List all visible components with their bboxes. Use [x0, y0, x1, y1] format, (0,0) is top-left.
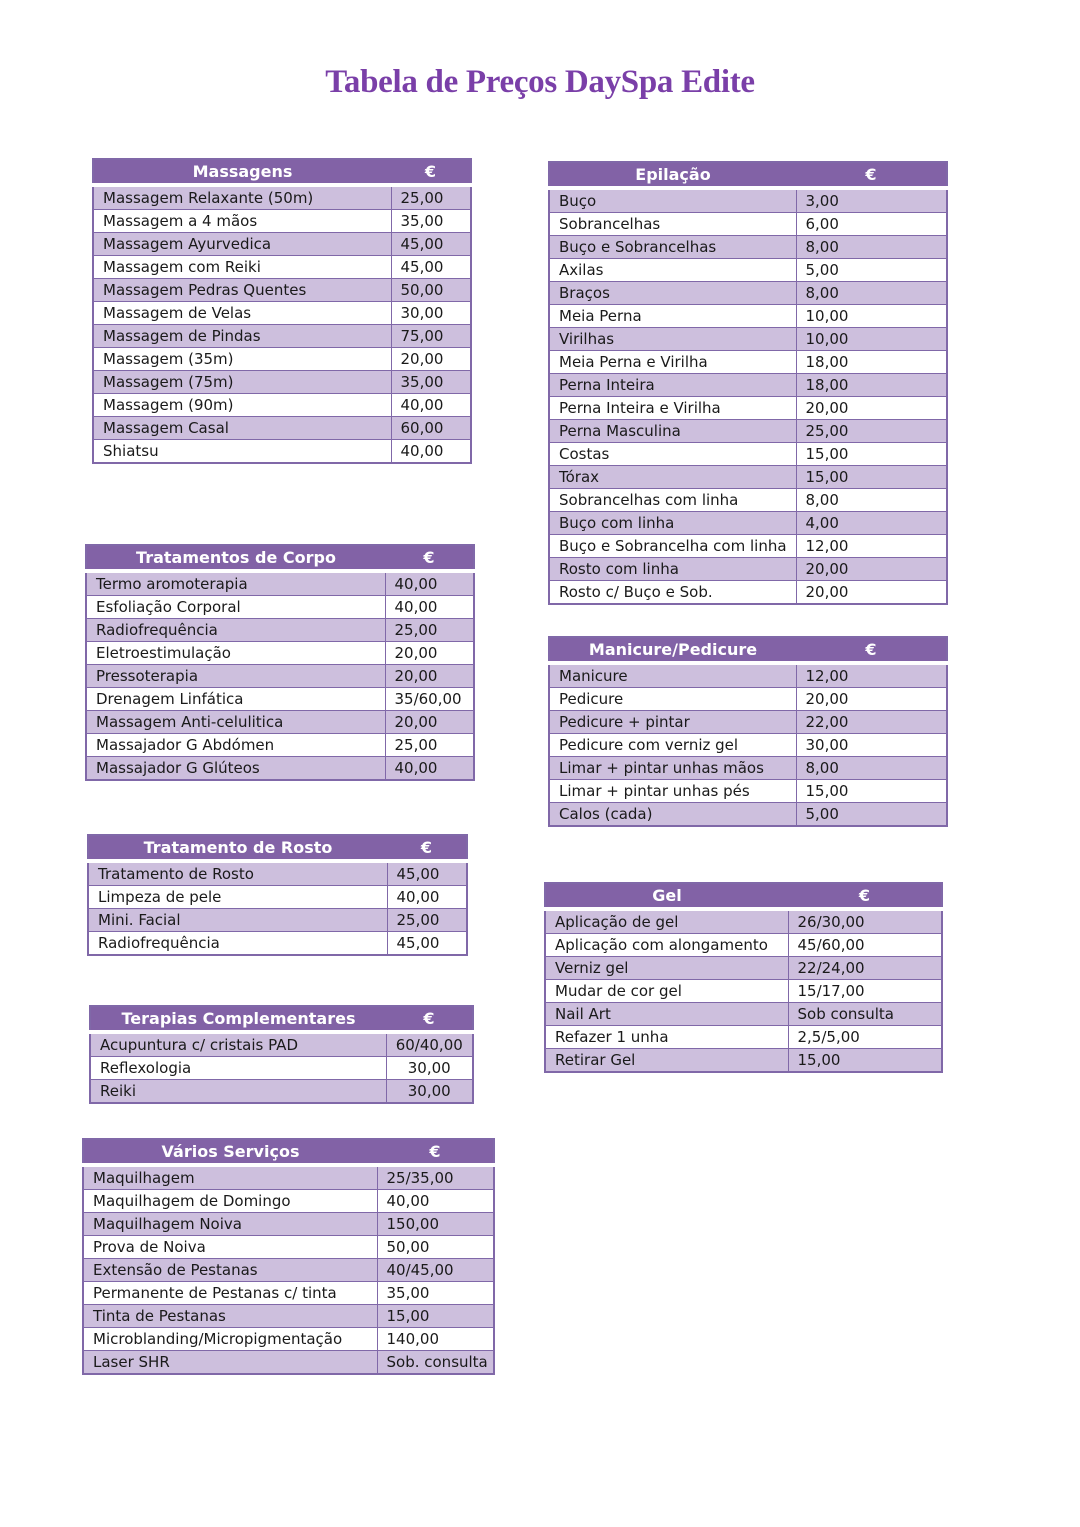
table-header-title: Epilação — [549, 162, 796, 188]
service-name: Massagem Pedras Quentes — [93, 279, 391, 302]
table-row — [83, 1213, 494, 1236]
service-name: Meia Perna e Virilha — [549, 351, 796, 374]
table-row — [83, 1351, 494, 1375]
service-name: Massagem Relaxante (50m) — [93, 185, 391, 210]
service-price: 25,00 — [385, 619, 474, 642]
service-name: Perna Masculina — [549, 420, 796, 443]
service-name: Massagem Casal — [93, 417, 391, 440]
service-name: Perna Inteira — [549, 374, 796, 397]
table-header-currency: € — [387, 835, 467, 861]
service-price: 18,00 — [796, 374, 947, 397]
service-price: 15,00 — [788, 1049, 942, 1073]
service-price: 50,00 — [391, 279, 471, 302]
service-name: Massagem (75m) — [93, 371, 391, 394]
service-name: Massagem de Velas — [93, 302, 391, 325]
service-name: Maquilhagem Noiva — [83, 1213, 377, 1236]
service-price: 20,00 — [385, 665, 474, 688]
service-name: Pedicure com verniz gel — [549, 734, 796, 757]
service-name: Refazer 1 unha — [545, 1026, 788, 1049]
service-price: 45,00 — [387, 861, 467, 886]
table-row — [549, 259, 947, 282]
manicure-pedicure-table — [548, 636, 948, 827]
table-row — [549, 420, 947, 443]
service-name: Costas — [549, 443, 796, 466]
table-header-currency: € — [385, 545, 474, 571]
service-price: 15/17,00 — [788, 980, 942, 1003]
table-row — [549, 581, 947, 605]
service-price: 30,00 — [796, 734, 947, 757]
service-name: Reflexologia — [90, 1057, 386, 1080]
table-row — [545, 1003, 942, 1026]
table-row — [93, 185, 471, 210]
service-name: Pedicure — [549, 688, 796, 711]
table-row — [549, 374, 947, 397]
service-price: 40,00 — [385, 571, 474, 596]
table-header-currency: € — [391, 159, 471, 185]
service-name: Shiatsu — [93, 440, 391, 464]
table-row — [86, 619, 474, 642]
service-name: Meia Perna — [549, 305, 796, 328]
service-name: Permanente de Pestanas c/ tinta — [83, 1282, 377, 1305]
table-row — [549, 734, 947, 757]
service-name: Eletroestimulação — [86, 642, 385, 665]
service-name: Extensão de Pestanas — [83, 1259, 377, 1282]
service-price: 30,00 — [386, 1080, 473, 1104]
service-price: 40,00 — [387, 886, 467, 909]
service-price: 5,00 — [796, 803, 947, 827]
table-row — [83, 1190, 494, 1213]
service-price: 45,00 — [387, 932, 467, 956]
table-row — [93, 440, 471, 464]
table-row — [86, 711, 474, 734]
table-row — [549, 711, 947, 734]
table-row — [545, 934, 942, 957]
service-name: Mudar de cor gel — [545, 980, 788, 1003]
service-price: 20,00 — [796, 397, 947, 420]
table-row — [93, 371, 471, 394]
service-name: Mini. Facial — [88, 909, 387, 932]
service-price: 40,00 — [391, 394, 471, 417]
table-row — [86, 596, 474, 619]
service-price: 40/45,00 — [377, 1259, 494, 1282]
service-name: Verniz gel — [545, 957, 788, 980]
service-name: Termo aromoterapia — [86, 571, 385, 596]
table-row — [549, 780, 947, 803]
service-name: Massagem com Reiki — [93, 256, 391, 279]
service-price: 30,00 — [386, 1057, 473, 1080]
service-price: 75,00 — [391, 325, 471, 348]
table-header-title: Tratamentos de Corpo — [86, 545, 385, 571]
service-name: Limar + pintar unhas pés — [549, 780, 796, 803]
table-row — [549, 512, 947, 535]
service-name: Retirar Gel — [545, 1049, 788, 1073]
service-price: 40,00 — [391, 440, 471, 464]
table-row — [93, 210, 471, 233]
table-row — [93, 325, 471, 348]
table-row — [83, 1236, 494, 1259]
table-row — [549, 663, 947, 688]
table-row — [93, 417, 471, 440]
table-row — [86, 757, 474, 781]
service-price: 5,00 — [796, 259, 947, 282]
varios-servicos-table — [82, 1138, 495, 1375]
service-price: 8,00 — [796, 236, 947, 259]
table-row — [83, 1165, 494, 1190]
table-row — [549, 558, 947, 581]
table-row — [545, 909, 942, 934]
service-price: 15,00 — [796, 780, 947, 803]
table-header-title: Manicure/Pedicure — [549, 637, 796, 663]
service-price: 50,00 — [377, 1236, 494, 1259]
table-row — [90, 1057, 473, 1080]
service-name: Virilhas — [549, 328, 796, 351]
service-price: 40,00 — [385, 757, 474, 781]
service-price: 45/60,00 — [788, 934, 942, 957]
service-price: 25,00 — [387, 909, 467, 932]
table-header-currency: € — [796, 637, 947, 663]
service-name: Radiofrequência — [86, 619, 385, 642]
service-name: Massagem (90m) — [93, 394, 391, 417]
table-row — [93, 279, 471, 302]
service-price: 25,00 — [385, 734, 474, 757]
table-row — [93, 348, 471, 371]
epilacao-table — [548, 161, 948, 605]
table-header-currency: € — [788, 883, 942, 909]
service-price: 60/40,00 — [386, 1032, 473, 1057]
service-price: 35,00 — [391, 210, 471, 233]
service-name: Massagem a 4 mãos — [93, 210, 391, 233]
service-name: Sobrancelhas com linha — [549, 489, 796, 512]
service-name: Radiofrequência — [88, 932, 387, 956]
service-price: 10,00 — [796, 305, 947, 328]
table-row — [549, 328, 947, 351]
service-price: 3,00 — [796, 188, 947, 213]
service-name: Reiki — [90, 1080, 386, 1104]
table-row — [549, 397, 947, 420]
table-header-currency: € — [377, 1139, 494, 1165]
service-price: 140,00 — [377, 1328, 494, 1351]
service-name: Buço com linha — [549, 512, 796, 535]
service-price: 40,00 — [377, 1190, 494, 1213]
service-name: Maquilhagem de Domingo — [83, 1190, 377, 1213]
service-name: Massajador G Abdómen — [86, 734, 385, 757]
service-name: Drenagem Linfática — [86, 688, 385, 711]
table-row — [549, 213, 947, 236]
table-row — [549, 188, 947, 213]
service-name: Massagem de Pindas — [93, 325, 391, 348]
table-row — [90, 1080, 473, 1104]
service-name: Pressoterapia — [86, 665, 385, 688]
service-price: 8,00 — [796, 489, 947, 512]
service-name: Buço — [549, 188, 796, 213]
table-header-title: Gel — [545, 883, 788, 909]
service-name: Rosto c/ Buço e Sob. — [549, 581, 796, 605]
service-price: 30,00 — [391, 302, 471, 325]
table-row — [545, 1026, 942, 1049]
table-row — [93, 233, 471, 256]
table-row — [93, 302, 471, 325]
table-row — [86, 734, 474, 757]
service-price: 35,00 — [391, 371, 471, 394]
table-row — [549, 489, 947, 512]
table-row — [549, 757, 947, 780]
service-price: 8,00 — [796, 282, 947, 305]
terapias-complementares-table — [89, 1005, 474, 1104]
table-row — [93, 256, 471, 279]
table-row — [93, 394, 471, 417]
service-name: Manicure — [549, 663, 796, 688]
service-price: 45,00 — [391, 233, 471, 256]
service-name: Calos (cada) — [549, 803, 796, 827]
service-price: 15,00 — [796, 466, 947, 489]
service-price: 2,5/5,00 — [788, 1026, 942, 1049]
table-row — [88, 886, 467, 909]
service-price: 12,00 — [796, 535, 947, 558]
service-price: 20,00 — [796, 688, 947, 711]
service-name: Braços — [549, 282, 796, 305]
service-name: Sobrancelhas — [549, 213, 796, 236]
table-row — [545, 980, 942, 1003]
service-name: Pedicure + pintar — [549, 711, 796, 734]
service-price: 10,00 — [796, 328, 947, 351]
table-row — [83, 1282, 494, 1305]
table-row — [83, 1259, 494, 1282]
service-price: 6,00 — [796, 213, 947, 236]
service-price: 20,00 — [385, 642, 474, 665]
service-price: 20,00 — [391, 348, 471, 371]
service-name: Aplicação com alongamento — [545, 934, 788, 957]
service-price: 18,00 — [796, 351, 947, 374]
service-name: Buço e Sobrancelha com linha — [549, 535, 796, 558]
table-row — [545, 957, 942, 980]
service-price: 60,00 — [391, 417, 471, 440]
table-row — [549, 351, 947, 374]
table-row — [549, 305, 947, 328]
service-price: 26/30,00 — [788, 909, 942, 934]
table-row — [90, 1032, 473, 1057]
page-title: Tabela de Preços DaySpa Edite — [325, 64, 755, 100]
tratamento-rosto-table — [87, 834, 468, 956]
service-price: 22,00 — [796, 711, 947, 734]
service-name: Perna Inteira e Virilha — [549, 397, 796, 420]
table-header-title: Terapias Complementares — [90, 1006, 386, 1032]
table-row — [549, 466, 947, 489]
service-name: Acupuntura c/ cristais PAD — [90, 1032, 386, 1057]
table-header-title: Tratamento de Rosto — [88, 835, 387, 861]
service-name: Massagem Anti-celulitica — [86, 711, 385, 734]
table-row — [549, 535, 947, 558]
table-header-currency: € — [386, 1006, 473, 1032]
gel-table — [544, 882, 943, 1073]
service-price: 15,00 — [796, 443, 947, 466]
table-row — [549, 282, 947, 305]
table-row — [549, 443, 947, 466]
service-name: Prova de Noiva — [83, 1236, 377, 1259]
table-row — [86, 665, 474, 688]
service-price: 20,00 — [796, 558, 947, 581]
service-price: Sob. consulta — [377, 1351, 494, 1375]
service-name: Tinta de Pestanas — [83, 1305, 377, 1328]
service-price: 15,00 — [377, 1305, 494, 1328]
service-name: Tratamento de Rosto — [88, 861, 387, 886]
service-name: Microblanding/Micropigmentação — [83, 1328, 377, 1351]
service-name: Laser SHR — [83, 1351, 377, 1375]
service-name: Limpeza de pele — [88, 886, 387, 909]
service-name: Buço e Sobrancelhas — [549, 236, 796, 259]
service-name: Massagem Ayurvedica — [93, 233, 391, 256]
service-name: Axilas — [549, 259, 796, 282]
table-row — [86, 642, 474, 665]
table-row — [88, 932, 467, 956]
massagens-table — [92, 158, 472, 464]
service-price: 12,00 — [796, 663, 947, 688]
table-header-title: Massagens — [93, 159, 391, 185]
service-price: 8,00 — [796, 757, 947, 780]
service-name: Massagem (35m) — [93, 348, 391, 371]
tratamentos-corpo-table — [85, 544, 475, 781]
table-row — [549, 236, 947, 259]
service-price: 40,00 — [385, 596, 474, 619]
service-price: Sob consulta — [788, 1003, 942, 1026]
service-price: 35/60,00 — [385, 688, 474, 711]
service-name: Esfoliação Corporal — [86, 596, 385, 619]
service-price: 45,00 — [391, 256, 471, 279]
service-name: Tórax — [549, 466, 796, 489]
service-name: Maquilhagem — [83, 1165, 377, 1190]
service-price: 20,00 — [796, 581, 947, 605]
service-price: 150,00 — [377, 1213, 494, 1236]
service-price: 22/24,00 — [788, 957, 942, 980]
table-row — [86, 688, 474, 711]
table-row — [549, 803, 947, 827]
service-price: 25/35,00 — [377, 1165, 494, 1190]
service-name: Nail Art — [545, 1003, 788, 1026]
table-header-title: Vários Serviços — [83, 1139, 377, 1165]
service-name: Limar + pintar unhas mãos — [549, 757, 796, 780]
table-row — [83, 1305, 494, 1328]
service-price: 25,00 — [796, 420, 947, 443]
table-row — [88, 861, 467, 886]
service-name: Aplicação de gel — [545, 909, 788, 934]
table-header-currency: € — [796, 162, 947, 188]
table-row — [549, 688, 947, 711]
table-row — [83, 1328, 494, 1351]
table-row — [545, 1049, 942, 1073]
service-name: Rosto com linha — [549, 558, 796, 581]
service-price: 35,00 — [377, 1282, 494, 1305]
service-price: 4,00 — [796, 512, 947, 535]
table-row — [88, 909, 467, 932]
table-row — [86, 571, 474, 596]
service-price: 20,00 — [385, 711, 474, 734]
service-price: 25,00 — [391, 185, 471, 210]
service-name: Massajador G Glúteos — [86, 757, 385, 781]
